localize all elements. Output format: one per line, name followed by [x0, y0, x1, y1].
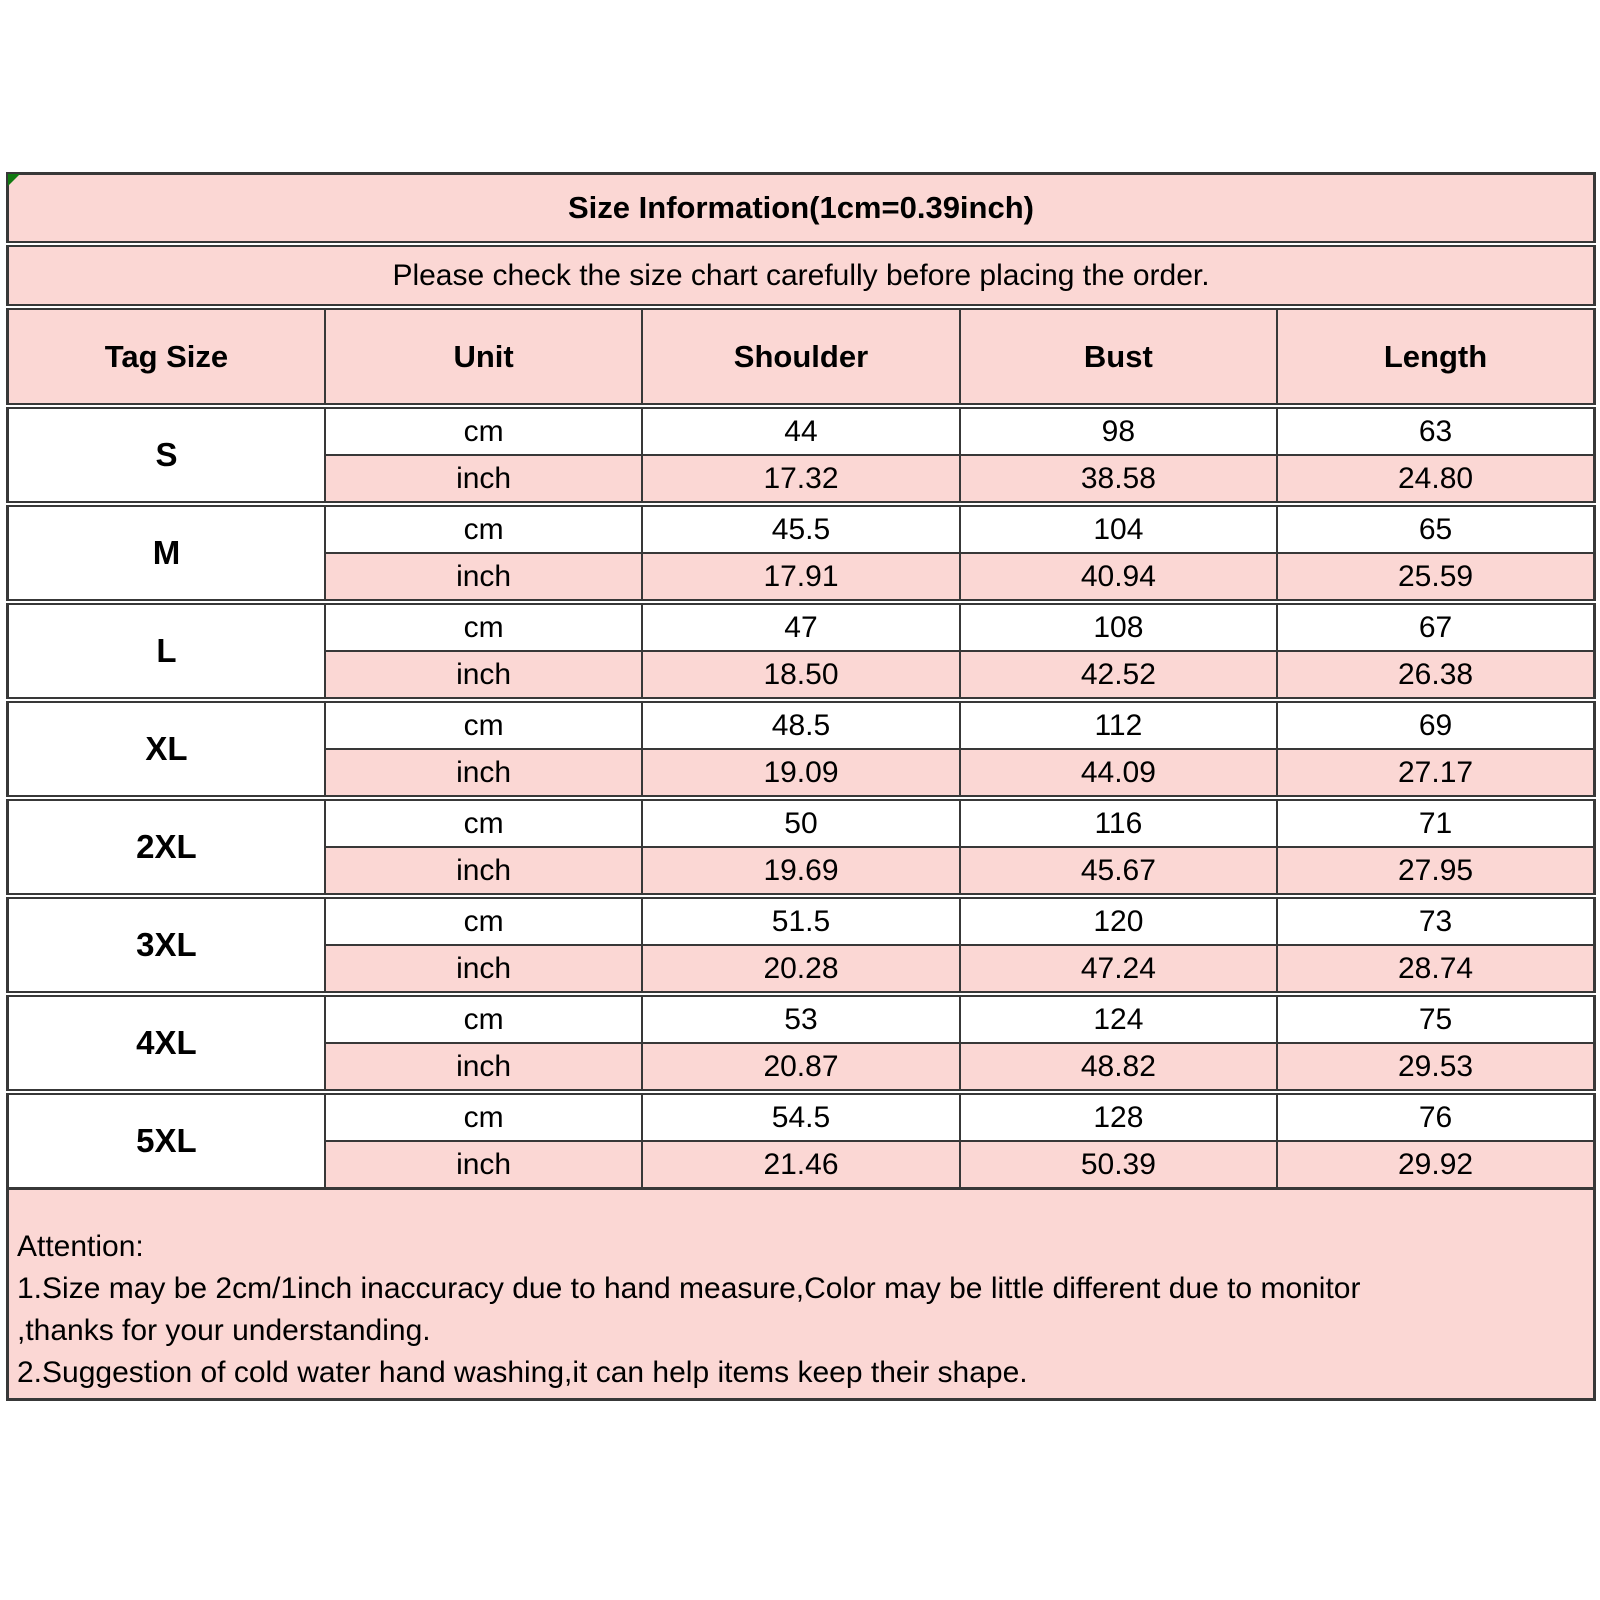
measurement-cell-shoulder: 20.87: [642, 1043, 959, 1092]
measurement-cell-length: 25.59: [1277, 553, 1594, 602]
size-chart-sheet: [6, 172, 1596, 1401]
measurement-cell-length: 63: [1277, 406, 1594, 455]
unit-cell: cm: [325, 504, 642, 553]
unit-cell: inch: [325, 1141, 642, 1189]
measurement-cell-length: 27.17: [1277, 749, 1594, 798]
unit-cell: cm: [325, 896, 642, 945]
green-corner-marker-icon: [8, 174, 20, 186]
measurement-cell-length: 69: [1277, 700, 1594, 749]
measurement-cell-length: 29.92: [1277, 1141, 1594, 1189]
measurement-cell-length: 24.80: [1277, 455, 1594, 504]
measurement-cell-length: 29.53: [1277, 1043, 1594, 1092]
unit-cell: cm: [325, 700, 642, 749]
measurement-cell-bust: 38.58: [960, 455, 1277, 504]
measurement-cell-shoulder: 19.09: [642, 749, 959, 798]
tag-size-cell: L: [8, 602, 325, 700]
measurement-cell-bust: 128: [960, 1092, 1277, 1141]
measurement-cell-shoulder: 44: [642, 406, 959, 455]
measurement-cell-length: 67: [1277, 602, 1594, 651]
tag-size-cell: 2XL: [8, 798, 325, 896]
measurement-cell-bust: 47.24: [960, 945, 1277, 994]
tag-size-cell: S: [8, 406, 325, 504]
measurement-cell-shoulder: 48.5: [642, 700, 959, 749]
measurement-cell-bust: 50.39: [960, 1141, 1277, 1189]
measurement-cell-bust: 44.09: [960, 749, 1277, 798]
measurement-cell-bust: 112: [960, 700, 1277, 749]
unit-cell: cm: [325, 602, 642, 651]
measurement-cell-shoulder: 53: [642, 994, 959, 1043]
measurement-cell-bust: 98: [960, 406, 1277, 455]
measurement-cell-bust: 108: [960, 602, 1277, 651]
unit-cell: cm: [325, 406, 642, 455]
subtitle-row: [8, 244, 1595, 307]
size-row-s-cm: [8, 406, 1595, 455]
size-row-2xl-cm: [8, 798, 1595, 847]
attention-line: 1.Size may be 2cm/1inch inaccuracy due to hand measure,Color may be little different due to monitor: [17, 1272, 1361, 1305]
table-title: Size Information(1cm=0.39inch): [8, 174, 1595, 245]
size-row-xl-cm: [8, 700, 1595, 749]
measurement-cell-length: 26.38: [1277, 651, 1594, 700]
measurement-cell-shoulder: 21.46: [642, 1141, 959, 1189]
tag-size-cell: 3XL: [8, 896, 325, 994]
unit-cell: inch: [325, 455, 642, 504]
measurement-cell-shoulder: 17.32: [642, 455, 959, 504]
unit-cell: inch: [325, 945, 642, 994]
measurement-cell-bust: 116: [960, 798, 1277, 847]
measurement-cell-length: 27.95: [1277, 847, 1594, 896]
attention-line: ,thanks for your understanding.: [17, 1314, 431, 1347]
size-row-4xl-cm: [8, 994, 1595, 1043]
size-row-5xl-cm: [8, 1092, 1595, 1141]
header-bust: Bust: [960, 307, 1277, 406]
size-row-m-cm: [8, 504, 1595, 553]
measurement-cell-shoulder: 50: [642, 798, 959, 847]
unit-cell: cm: [325, 1092, 642, 1141]
table-subtitle: Please check the size chart carefully before placing the order.: [8, 244, 1595, 307]
measurement-cell-shoulder: 18.50: [642, 651, 959, 700]
measurement-cell-length: 73: [1277, 896, 1594, 945]
measurement-cell-bust: 124: [960, 994, 1277, 1043]
measurement-cell-shoulder: 19.69: [642, 847, 959, 896]
unit-cell: inch: [325, 749, 642, 798]
measurement-cell-shoulder: 54.5: [642, 1092, 959, 1141]
header-unit: Unit: [325, 307, 642, 406]
tag-size-cell: 4XL: [8, 994, 325, 1092]
measurement-cell-bust: 42.52: [960, 651, 1277, 700]
size-table: [6, 172, 1596, 1190]
column-header-row: [8, 307, 1595, 406]
unit-cell: inch: [325, 651, 642, 700]
measurement-cell-bust: 40.94: [960, 553, 1277, 602]
header-shoulder: Shoulder: [642, 307, 959, 406]
measurement-cell-bust: 104: [960, 504, 1277, 553]
measurement-cell-length: 75: [1277, 994, 1594, 1043]
tag-size-cell: M: [8, 504, 325, 602]
measurement-cell-length: 28.74: [1277, 945, 1594, 994]
attention-line: 2.Suggestion of cold water hand washing,it can help items keep their shape.: [17, 1356, 1028, 1389]
measurement-cell-shoulder: 20.28: [642, 945, 959, 994]
unit-cell: inch: [325, 553, 642, 602]
measurement-cell-bust: 120: [960, 896, 1277, 945]
unit-cell: inch: [325, 1043, 642, 1092]
size-row-3xl-cm: [8, 896, 1595, 945]
unit-cell: inch: [325, 847, 642, 896]
unit-cell: cm: [325, 798, 642, 847]
measurement-cell-length: 76: [1277, 1092, 1594, 1141]
measurement-cell-shoulder: 45.5: [642, 504, 959, 553]
measurement-cell-length: 65: [1277, 504, 1594, 553]
measurement-cell-shoulder: 51.5: [642, 896, 959, 945]
measurement-cell-bust: 45.67: [960, 847, 1277, 896]
size-row-l-cm: [8, 602, 1595, 651]
tag-size-cell: XL: [8, 700, 325, 798]
tag-size-cell: 5XL: [8, 1092, 325, 1189]
attention-notes: [6, 1190, 1596, 1401]
attention-heading: Attention:: [17, 1230, 144, 1263]
measurement-cell-bust: 48.82: [960, 1043, 1277, 1092]
measurement-cell-length: 71: [1277, 798, 1594, 847]
measurement-cell-shoulder: 17.91: [642, 553, 959, 602]
header-length: Length: [1277, 307, 1594, 406]
unit-cell: cm: [325, 994, 642, 1043]
header-tag-size: Tag Size: [8, 307, 325, 406]
title-row: [8, 174, 1595, 245]
measurement-cell-shoulder: 47: [642, 602, 959, 651]
